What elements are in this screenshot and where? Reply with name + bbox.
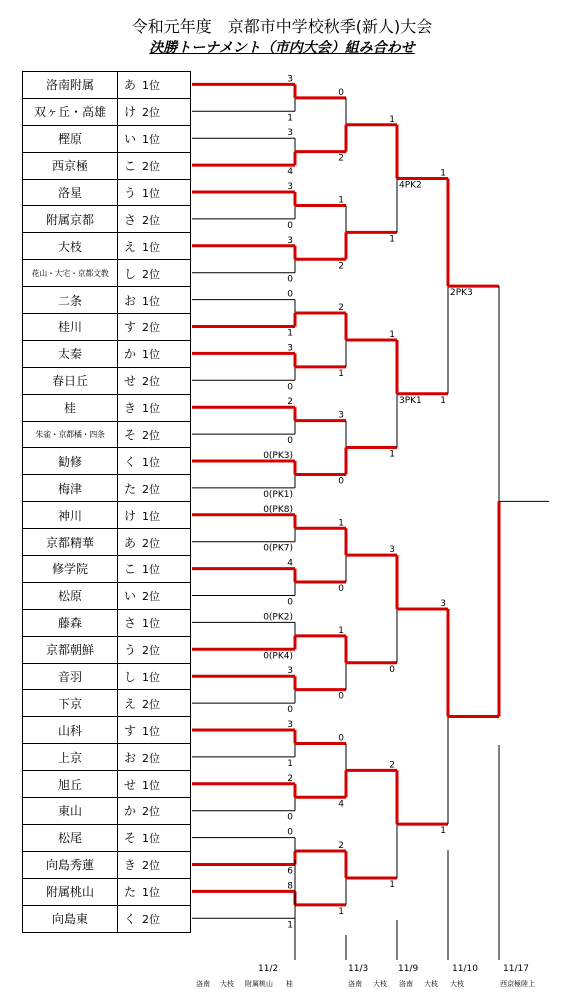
team-name: 双ヶ丘・高雄: [23, 98, 118, 125]
group-label: せ: [123, 374, 136, 389]
score-label: 0: [338, 691, 344, 702]
group-rank: 2位: [142, 213, 160, 227]
group-rank: 1位: [142, 79, 160, 93]
group-rank: 2位: [142, 859, 160, 873]
score-label: 0: [287, 382, 293, 393]
score-label: 2: [287, 397, 293, 408]
score-label: 0(PK8): [263, 504, 293, 515]
score-label: 0(PK2): [263, 612, 293, 623]
group-rank: 1位: [142, 294, 160, 308]
score-label: 1: [287, 920, 293, 931]
score-label: 3: [389, 545, 395, 556]
team-name: 花山・大宅・京都文教: [23, 260, 118, 287]
group-rank: 1位: [142, 455, 160, 469]
group-label: け: [123, 508, 136, 523]
venue-label: 大枝: [220, 980, 234, 988]
team-name: 勧修: [23, 448, 118, 475]
team-name: 藤森: [23, 609, 118, 636]
score-label: 3: [338, 410, 344, 421]
score-label: 1: [338, 625, 344, 636]
score-label: 3: [287, 343, 293, 354]
team-name: 神川: [23, 502, 118, 529]
group-label: い: [123, 589, 136, 604]
score-label: 0: [287, 289, 293, 300]
team-name: 西京極: [23, 152, 118, 179]
team-name: 春日丘: [23, 367, 118, 394]
group-rank: 2位: [142, 321, 160, 335]
team-name: 桂: [23, 394, 118, 421]
score-label: 3: [287, 74, 293, 85]
group-label: く: [123, 912, 136, 927]
group-rank: 1位: [142, 509, 160, 523]
group-label: お: [123, 293, 136, 308]
score-label: 4PK2: [399, 180, 422, 191]
group-label: せ: [123, 777, 136, 792]
team-name: 洛南附属: [23, 72, 118, 99]
team-name: 上京: [23, 744, 118, 771]
score-label: 0(PK7): [263, 543, 293, 554]
score-label: 1: [338, 518, 344, 529]
team-name: 梅津: [23, 475, 118, 502]
score-label: 1: [389, 114, 395, 125]
team-name: 附属京都: [23, 206, 118, 233]
group-label: う: [123, 186, 136, 200]
group-rank: 1位: [142, 832, 160, 846]
team-name: 修学院: [23, 556, 118, 583]
score-label: 0: [338, 476, 344, 487]
group-label: え: [123, 239, 136, 254]
score-label: 3: [287, 128, 293, 139]
group-rank: 2位: [142, 805, 160, 819]
score-label: 1: [389, 449, 395, 460]
score-label: 0: [287, 812, 293, 823]
group-rank: 2位: [142, 375, 160, 389]
group-label: そ: [123, 428, 136, 443]
score-label: 3PK1: [399, 395, 422, 406]
venue-label: 桂: [286, 980, 293, 988]
score-label: 2: [338, 841, 344, 852]
score-label: 0: [338, 87, 344, 98]
group-rank: 2位: [142, 160, 160, 174]
team-name: 附属桃山: [23, 878, 118, 905]
group-label: さ: [123, 212, 136, 227]
venue-label: 洛南: [348, 980, 362, 988]
score-label: 4: [338, 799, 344, 810]
group-rank: 2位: [142, 536, 160, 550]
group-label: あ: [123, 535, 136, 550]
score-label: 4: [287, 558, 293, 569]
team-name: 松尾: [23, 824, 118, 851]
score-label: 6: [287, 866, 293, 877]
group-label: い: [123, 132, 136, 147]
group-rank: 2位: [142, 697, 160, 711]
group-rank: 1位: [142, 724, 160, 738]
team-name: 京都精華: [23, 529, 118, 556]
group-label: き: [123, 858, 136, 873]
page-subtitle: 決勝トーナメント（市内大会）組み合わせ: [149, 40, 415, 56]
team-name: 松原: [23, 582, 118, 609]
group-label: き: [123, 401, 136, 416]
score-label: 1: [338, 195, 344, 206]
team-name: 向島秀蓮: [23, 851, 118, 878]
score-label: 1: [440, 826, 446, 837]
group-rank: 1位: [142, 886, 160, 900]
score-label: 0: [338, 733, 344, 744]
venue-label: 大枝: [424, 980, 438, 988]
score-label: 0: [287, 274, 293, 285]
score-label: 1: [287, 758, 293, 769]
group-rank: 2位: [142, 751, 160, 765]
group-label: す: [123, 723, 136, 738]
page-title: 令和元年度 京都市中学校秋季(新人)大会: [131, 17, 433, 36]
date-label: 11/9: [398, 964, 419, 974]
team-name: 樫原: [23, 125, 118, 152]
team-name: 大枝: [23, 233, 118, 260]
score-label: 3: [287, 235, 293, 246]
score-label: 2: [338, 153, 344, 164]
group-rank: 1位: [142, 348, 160, 362]
team-name: 洛星: [23, 179, 118, 206]
score-label: 2: [338, 303, 344, 314]
group-label: あ: [123, 78, 136, 93]
venue-label: 洛南: [196, 980, 210, 988]
score-label: 1: [338, 906, 344, 917]
group-rank: 2位: [142, 913, 160, 927]
date-label: 11/3: [348, 964, 369, 974]
group-rank: 2位: [142, 644, 160, 658]
group-label: え: [123, 696, 136, 711]
team-name: 旭丘: [23, 771, 118, 798]
group-label: こ: [123, 562, 136, 577]
group-label: お: [123, 750, 136, 765]
date-label: 11/17: [503, 964, 529, 974]
score-label: 2: [338, 261, 344, 272]
team-name: 二条: [23, 287, 118, 314]
date-label: 11/10: [452, 964, 478, 974]
group-label: か: [123, 347, 136, 362]
score-label: 2: [389, 760, 395, 771]
team-name: 京都朝鮮: [23, 636, 118, 663]
score-label: 1: [389, 329, 395, 340]
group-rank: 2位: [142, 482, 160, 496]
group-rank: 1位: [142, 187, 160, 200]
group-label: そ: [123, 831, 136, 846]
venue-label: 西京極陸上: [500, 980, 535, 988]
score-label: 0: [338, 584, 344, 595]
group-rank: 2位: [142, 267, 160, 281]
score-label: 1: [440, 168, 446, 179]
group-label: た: [123, 481, 136, 496]
team-name: 音羽: [23, 663, 118, 690]
venue-label: 大枝: [450, 980, 464, 988]
group-label: し: [123, 266, 136, 281]
venue-label: 大枝: [373, 980, 387, 988]
score-label: 4: [287, 167, 293, 178]
group-rank: 1位: [142, 563, 160, 577]
score-label: 0: [287, 220, 293, 231]
group-rank: 1位: [142, 133, 160, 147]
venue-label: 洛南: [399, 980, 413, 988]
score-label: 1: [389, 234, 395, 245]
team-name: 東山: [23, 798, 118, 825]
score-label: 3: [287, 720, 293, 730]
group-label: た: [123, 885, 136, 900]
team-name: 太秦: [23, 340, 118, 367]
team-name: 山科: [23, 717, 118, 744]
group-rank: 1位: [142, 671, 160, 685]
score-label: 3: [287, 182, 293, 192]
group-label: け: [123, 105, 136, 120]
venue-label: 附属桃山: [245, 980, 273, 988]
group-rank: 1位: [142, 778, 160, 792]
group-rank: 1位: [142, 240, 160, 254]
group-rank: 1位: [142, 617, 160, 631]
team-name: 朱雀・京都橘・四条: [23, 421, 118, 448]
score-label: 1: [287, 328, 293, 339]
team-name: 桂川: [23, 314, 118, 341]
score-label: 0: [287, 597, 293, 608]
group-label: こ: [123, 159, 136, 174]
score-label: 1: [440, 395, 446, 406]
group-rank: 2位: [142, 590, 160, 604]
score-label: 1: [338, 368, 344, 379]
team-name: 向島東: [23, 905, 118, 932]
group-label: か: [123, 804, 136, 819]
score-label: 0(PK1): [263, 489, 293, 500]
group-rank: 1位: [142, 402, 160, 416]
score-label: 1: [287, 113, 293, 124]
group-label: さ: [123, 616, 136, 631]
date-label: 11/2: [258, 964, 279, 974]
group-label: し: [123, 670, 136, 685]
score-label: 2PK3: [450, 288, 473, 299]
group-rank: 2位: [142, 429, 160, 443]
score-label: 0(PK3): [263, 451, 293, 461]
score-label: 0(PK4): [263, 651, 293, 662]
group-label: う: [123, 643, 136, 658]
score-label: 1: [389, 879, 395, 890]
score-label: 0: [287, 705, 293, 716]
score-label: 3: [440, 598, 446, 609]
score-label: 0: [287, 436, 293, 447]
group-label: く: [123, 454, 136, 469]
score-label: 8: [287, 881, 293, 892]
team-name: 下京: [23, 690, 118, 717]
group-label: す: [123, 320, 136, 335]
score-label: 0: [287, 827, 293, 838]
score-label: 2: [287, 773, 293, 784]
score-label: 3: [287, 666, 293, 677]
score-label: 0: [389, 664, 395, 675]
group-rank: 2位: [142, 106, 160, 120]
